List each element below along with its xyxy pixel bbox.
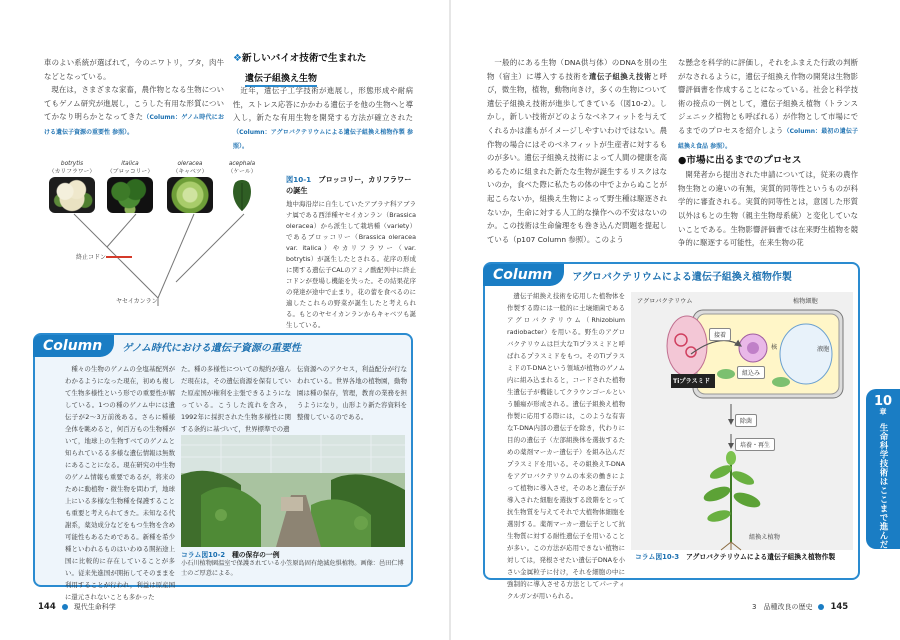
integrate-label: 組込み — [737, 366, 765, 379]
veg-name: （キャベツ） — [172, 169, 208, 175]
column-agro-title: アグロバクテリウムによる遺伝子組換え植物作製 — [572, 271, 792, 283]
right-para1: 一般的にある生物（DNA供与体）のDNAを別の生物（宿主）に導入する技術を — [487, 58, 667, 81]
left-page-number: 144 — [38, 602, 56, 612]
veg-cauliflower — [46, 160, 98, 213]
bullet-icon — [62, 604, 68, 610]
photo-caption-text: 小石川植物園温室で保護されている小笠原島固有絶滅危惧植物。画像：邑田仁博士のご厚意による。 — [181, 560, 404, 577]
contact-label: 接着 — [709, 328, 731, 341]
culture-label: 培養・再生 — [735, 438, 775, 451]
veg-latin: italica — [121, 161, 139, 167]
veg-broccoli — [104, 160, 156, 213]
kale-image — [227, 177, 257, 213]
right-col1-text — [487, 56, 667, 246]
vacuole-label: 液胞 — [817, 346, 830, 353]
photo-caption — [181, 549, 407, 579]
right-para1-rest: と呼び，微生物，植物，動物向きけ，多くの生物について遺伝子組換え技術が進歩してきている（図10-2）。しかし，新しい技術がどのようなベネフィットを与えてくれるかは誰もがイメージしやすいわけではない。農作物の場合にはそのベネフィットが生産者に対するものが多い。遺伝子組換え技術によって人間の健康を高めるために組まれた新たな生物が誕生するリスクはないのか，食べた際に私たちの体の中でよからぬことが起こらないか，組換え生物によって野生種は駆逐されないか，生命に対する人工的な操作への不安はないのか。この技術は生命倫理をも巻き込んだ問題を提起している（p107 Column 参照）。このよう — [487, 71, 667, 244]
chapter-number: 10 — [873, 394, 893, 409]
stop-codon-label: 終止コドン — [76, 254, 107, 261]
cabbage-image — [167, 177, 213, 213]
agro-figure-title: アグロバクテリウムによる遺伝子組換え植物作製 — [685, 553, 836, 561]
veg-cabbage — [164, 160, 216, 213]
left-footer — [38, 602, 116, 612]
subsection-title: 遺伝子組換え生物 — [245, 71, 317, 87]
figure-number: 図10-1 — [286, 175, 312, 184]
column-badge: Column — [33, 335, 114, 357]
diamond-icon: ❖ — [233, 53, 242, 64]
section-body — [233, 84, 413, 154]
veg-name: （カリフラワー） — [48, 169, 96, 175]
column-agro-box — [483, 262, 860, 600]
section-body-cite: （Column：アグロバクテリウムによる遺伝子組換え植物作製 参照）。 — [233, 128, 413, 151]
broccoli-image — [107, 177, 153, 213]
right-footer — [752, 602, 848, 612]
greenhouse-image — [181, 435, 405, 547]
section-body-text: 近年，遺伝子工学技術が進展し，形態形成や耐病性，ストレス応答にかかわる遺伝子を他の生物へと導入し，新たな有用生物を開発する方法が確立された — [233, 86, 413, 123]
right-col2-text — [678, 56, 858, 250]
column-agro-header — [483, 262, 792, 288]
column-col1: 種々の生物のゲノムの全塩基配列がわかるようになった現在，初めも複して生物多様性という形での重要性が解している。1つの種のゲノム中には遺伝子が2〜3万前後ある。さらに種様全体を眺めると，何百万もの生物種がいて，地球上の生物すべてのゲノムと知られているる多様な遺伝情報は無数にあることになる。現在研究の中生物のゲノム情報も重要であるが，将来のために動植物・微生物を問わず，地球上にいる多様な生物種を保護することも重要と考えられてきた。未知なる代謝系，薬効成分などをもつ生物を含め可能性もあるためである。新種を希少種といわれるものはいわゆる開拓途上国に比較的に存在していることが多い。従来先進国が開拓してそのままを利用することが行われ，利益は原産国に還元されないことも多かった — [65, 365, 175, 601]
chapter-tab — [866, 389, 900, 549]
right-para2: な懸念を科学的に評価し，それをふまえた行政の判断がなされるように，遺伝子組換え作物の開発は生物影響評価書を作成することになっている。社会と科学技術の接点の一例として，遺伝子組換え植物（トランスジェニック植物とも呼ばれる）が作物として市場にでるまでのプロセスを紹介しよう — [678, 58, 858, 135]
chapter-title: 生命科学技術はここまで進んだ — [878, 423, 888, 549]
column-col3: 伝資源へのアクセス，利益配分が行なわれている。世界各地の植物園，動物園は種の保存，管理，教育の業務を担うようになり，山形より新た容資料を整備しているのである。 — [297, 365, 407, 421]
right-page-number: 145 — [830, 602, 849, 612]
section-header — [233, 52, 413, 87]
wild-cabbage-label: ヤセイカンラン — [116, 298, 158, 305]
remove-bacteria-label: 除菌 — [735, 414, 757, 427]
column-agro-badge: Column — [483, 264, 564, 286]
agro-figure-caption — [635, 551, 855, 561]
veg-name: （ブロッコリー） — [106, 169, 154, 175]
right-footer-chapter: 3 品種改良の歴史 — [752, 603, 813, 611]
kale-leaf-icon — [227, 177, 257, 213]
agro-label: アグロバクテリウム — [637, 298, 693, 305]
greenhouse-photo — [181, 435, 405, 547]
photo-title: 種の保存の一例 — [231, 551, 280, 559]
cauliflower-image — [49, 177, 95, 213]
bullet-icon — [818, 604, 824, 610]
column-header — [33, 333, 301, 359]
veg-latin: oleracea — [177, 161, 203, 167]
figure-10-1 — [286, 174, 416, 331]
agro-figure-label: コラム図10-3 — [635, 553, 680, 561]
veg-name: （ケール） — [227, 169, 257, 175]
left-para2-text: 現在は，さまざまな家畜，農作物となる生物についてもゲノム研究が進展し，こうした有用な形質についてかなり明らかとなってきた — [44, 85, 224, 122]
left-para1: 車のよい系統が選ばれて，今のニワトリ，ブタ，肉牛などとなっている。 — [44, 58, 224, 81]
column-title: ゲノム時代における遺伝子資源の重要性 — [122, 342, 301, 354]
plant-cell-label: 植物細胞 — [793, 298, 818, 305]
left-intro-text — [44, 56, 224, 140]
nucleus-label: 核 — [771, 344, 778, 351]
photo-label: コラム図10-2 — [181, 551, 226, 559]
left-footer-title: 現代生命科学 — [73, 603, 116, 611]
right-para2-cite: （Column：最初の遺伝子組換え食品 参照）。 — [678, 127, 858, 150]
ti-plasmid-label: Tiプラスミド — [673, 378, 711, 385]
page-gutter — [449, 0, 451, 640]
left-para2 — [44, 83, 224, 139]
right-subsection-body: 開発者から提出された申請については，従来の農作物生物との違いの有無，実質的同等性というものが科学的に審査される。実質的同等性とは，意図した形質以外はもとの生物（親主生物母系統）と変化していないことである。生物影響評価書では在来野生植物を競争的に駆逐する可能性，在来生物の花 — [678, 170, 858, 248]
agro-diagram — [631, 292, 853, 550]
left-para2-cite: （Column：ゲノム時代における遺伝子資源の重要性 参照）。 — [44, 114, 224, 136]
transgenic-plant-label: 組換え植物 — [749, 534, 780, 541]
section-title: 新しいバイオ技術で生まれた — [241, 53, 367, 64]
chapter-word: 章 — [879, 408, 887, 416]
right-para1-bold: 遺伝子組換え技術 — [588, 71, 652, 81]
veg-latin: botrytis — [60, 161, 84, 167]
figure-text: 地中海沿岸に自生していたアブラナ科アブラナ属である西洋種ヤセイカンラン（Brassica oleracea）から派生して栽培種（variety）であるブロッコリー（Brassica oleracea var. italica）やカリフラワー（var. botrytis）が誕生したとされる。花序の形成に関する遺伝子CALのアミノ酸配列中に終止コドンが登場し機能を失った。その結果花序の発達が途中で止まり，花の蕾を食べるのに適したこれらの野菜が誕生したと考えられる。もとのヤセイカンランからキャベツも誕生している。 — [286, 200, 416, 329]
right-subsection-title: ●市場に出るまでのプロセス — [678, 155, 802, 167]
figure-title: ブロッコリー，カリフラワーの誕生 — [286, 175, 412, 195]
veg-kale — [216, 160, 268, 213]
veg-latin: acephala — [228, 161, 256, 167]
column-col2: た。種の多様性についての規約が進んだ現在は，その遺伝資源を保有していた原産国が権利を主張できるようになっている。こうした流れを含み，1992年に採択された生物多様性に関する条約に基づいて，世界標準での遺 — [181, 365, 291, 433]
column-genome-box — [33, 333, 413, 601]
column-agro-text: 遺伝子組換え技術を応用した植物体を作製する際には一般的に土壌細菌であるアグロバクテリウム（Rhizobium radiobacter）を用いる。野生のアグロバクテリウムは巨大なTiプラスミドと呼ばれるプラスミドをもつ。そのTiプラスミドのT-DNAという領域が植物のゲノム内に組み込まれると，コードされた植物生遺伝子が機能してクラウンゴールという腫瘍が形成される。遺伝子組換え植物作製に応用する際には，このような有害なT-DNA内部の遺伝子を除き，代わりに目的の遺伝子（左部組換体を選抜するための薬剤マーカー遺伝子）を組み込んだプラスミドを用いる。その組換えT-DNAをアグロバクテリウムの本来の働きによって植物に導入させ，そのあと遺伝子が導入された細胞を選抜する段階をとって抗生物質を与えてそれで大植物体細胞を選別する。薬剤マーカー遺伝子として抗生物質に対する耐性遺伝子を用いることが多い。この方法が応用できない植物に対しては，発根させたい遺伝子DNAを小さい金属粒子に付け，それを細胞の中に強制的に導入させる方法としてパーティクルガンが用いられる。 — [507, 292, 625, 600]
